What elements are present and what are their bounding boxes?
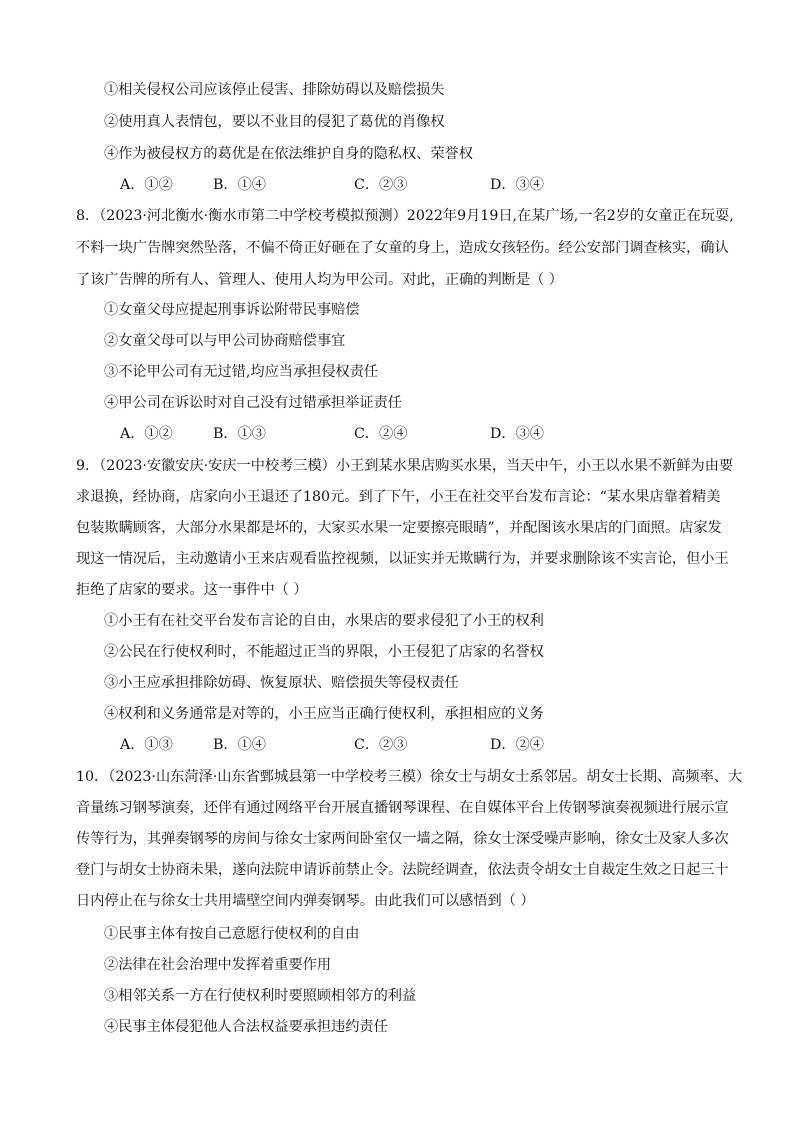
- question-stem-line: 传等行为，其弹奏钢琴的房间与徐女士家两间卧室仅一墙之隔，徐女士深受噪声影响，徐女士及家人多次: [76, 831, 729, 847]
- choice-a: A．①②: [120, 177, 173, 193]
- question-stem-line: 了该广告牌的所有人、管理人、使用人均为甲公司。对此，正确的判断是（ ）: [76, 272, 563, 288]
- choice-d: D．②④: [490, 737, 544, 753]
- option-2: ②法律在社会治理中发挥着重要作用: [104, 957, 332, 973]
- question-stem-line: 包装欺瞒顾客，大部分水果都是坏的，大家买水果一定要擦亮眼睛”，并配图该水果店的门面照。店家发: [76, 520, 722, 536]
- question-stem-line: 不料一块广告牌突然坠落，不偏不倚正好砸在了女童的身上，造成女孩轻伤。经公安部门调查核实，确认: [76, 240, 729, 256]
- choice-b: B．①③: [213, 426, 266, 442]
- choice-b: B．①④: [213, 177, 266, 193]
- option-1: ①民事主体有按自己意愿行使权利的自由: [104, 926, 360, 942]
- option-2: ②使用真人表情包，要以不业目的侵犯了葛优的肖像权: [104, 114, 445, 130]
- option-4: ④民事主体侵犯他人合法权益要承担违约责任: [104, 1019, 388, 1035]
- question-stem-line: 日内停止在与徐女士共用墙壁空间内弹奏钢琴。由此我们可以感悟到（ ）: [76, 893, 535, 909]
- question-stem-line: 10．（2023·山东菏泽·山东省鄄城县第一中学校考三模）徐女士与胡女士系邻居。胡女士长期、高频率、大: [76, 769, 743, 785]
- choice-c: C．②③: [354, 177, 408, 193]
- question-stem-line: 音量练习钢琴演奏，还伴有通过网络平台开展直播钢琴课程、在自媒体平台上传钢琴演奏视频进行展示宣: [76, 800, 729, 816]
- option-4: ④权利和义务通常是对等的，小王应当正确行使权利，承担相应的义务: [104, 706, 544, 722]
- option-2: ②女童父母可以与甲公司协商赔偿事宜: [104, 333, 346, 349]
- question-stem-line: 求退换，经协商，店家向小王退还了180元。到了下午，小王在社交平台发布言论：“某水果店靠着精美: [76, 489, 721, 505]
- question-stem-line: 现这一情况后，主动邀请小王来店观看监控视频，以证实并无欺瞒行为，并要求删除该不实言论，但小王: [76, 551, 729, 567]
- option-4: ④作为被侵权方的葛优是在依法维护自身的隐私权、荣誉权: [104, 146, 473, 162]
- question-stem-line: 登门与胡女士协商未果，遂向法院申请诉前禁止令。法院经调查，依法责令胡女士自裁定生效之日起三十: [76, 862, 729, 878]
- choice-b: B．①④: [213, 737, 266, 753]
- question-stem-line: 拒绝了店家的要求。这一事件中（ ）: [76, 582, 308, 598]
- option-3: ③小王应承担排除妨碍、恢复原状、赔偿损失等侵权责任: [104, 675, 459, 691]
- question-stem-line: 9．（2023·安徽安庆·安庆一中校考三模）小王到某水果店购买水果，当天中午，小王以水果不新鲜为由要: [76, 458, 734, 474]
- choice-a: A．①③: [120, 737, 173, 753]
- option-1: ①小王有在社交平台发布言论的自由，水果店的要求侵犯了小王的权利: [104, 613, 544, 629]
- choice-d: D．③④: [490, 426, 544, 442]
- option-3: ③相邻关系一方在行使权利时要照顾相邻方的利益: [104, 988, 417, 1004]
- option-1: ①相关侵权公司应该停止侵害、排除妨碍以及赔偿损失: [104, 82, 445, 98]
- question-stem-line: 8．（2023·河北衡水·衡水市第二中学校考模拟预测）2022年9月19日,在某广场,一名2岁的女童正在玩耍,: [76, 208, 734, 224]
- option-3: ③不论甲公司有无过错,均应当承担侵权责任: [104, 364, 379, 380]
- choice-a: A．①②: [120, 426, 173, 442]
- option-4: ④甲公司在诉讼时对自己没有过错承担举证责任: [104, 395, 402, 411]
- choice-c: C．②③: [354, 737, 408, 753]
- choice-c: C．②④: [354, 426, 408, 442]
- option-2: ②公民在行使权利时，不能超过正当的界限，小王侵犯了店家的名誉权: [104, 644, 544, 660]
- choice-d: D．③④: [490, 177, 544, 193]
- option-1: ①女童父母应提起刑事诉讼附带民事赔偿: [104, 302, 360, 318]
